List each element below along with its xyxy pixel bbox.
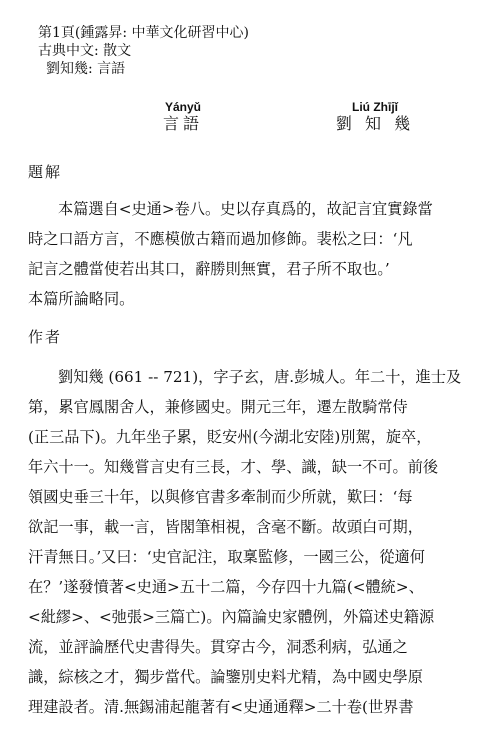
paragraph-line: (正三品下)。九年坐子累，貶安州(今湖北安陸)別駕，旋卒，	[28, 428, 432, 446]
paragraph-line: 本篇選自<史通>卷八。史以存真爲的，故記言宜實錄當	[58, 200, 433, 218]
header-category-line: 古典中文: 散文	[38, 43, 132, 59]
paragraph-line: 劉知幾 (661 -- 721)，字子玄，唐.彭城人。年二十，進士及	[58, 368, 462, 386]
paragraph-line: 欲記一事，載一言，皆閣筆相視，含毫不斷。故頭白可期，	[28, 518, 423, 536]
explanation-paragraph	[28, 194, 478, 314]
paragraph-line: 時之口語方言，不應模倣古籍而過加修飾。裴松之曰：‘凡	[28, 230, 413, 248]
paragraph-line: 汗青無日。’又曰：‘史官記注，取稟監修，一國三公，從適何	[28, 548, 425, 566]
paragraph-line: 理建設者。清.無錫浦起龍著有<史通通釋>二十卷(世界書	[28, 698, 414, 716]
page-header	[38, 24, 249, 78]
section-heading-author: 作者	[28, 328, 63, 346]
work-title-pinyin: Yányǔ	[164, 100, 201, 114]
paragraph-line: 第，累官鳳閣舍人，兼修國史。開元三年，遷左散騎常侍	[28, 398, 408, 416]
paragraph-line: 在？’遂發憤著<史通>五十二篇，今存四十九篇(<體統>、	[28, 578, 424, 596]
header-title-line: 劉知幾: 言語	[46, 61, 126, 77]
paragraph-line: 年六十一。知幾嘗言史有三長，才、學、識，缺一不可。前後	[28, 458, 439, 476]
author-name-pinyin: Liú Zhījǐ	[352, 100, 398, 114]
author-paragraph	[28, 362, 478, 722]
author-name: 劉 知 幾	[335, 114, 415, 133]
title-block-author	[330, 100, 420, 134]
title-block-work	[138, 100, 228, 134]
paragraph-line: 記言之體當使若出其口，辭勝則無實，君子所不取也。’	[28, 260, 390, 278]
work-title: 言語	[162, 114, 203, 133]
paragraph-line: 領國史垂三十年，以與修官書多牽制而少所就，歎曰：‘每	[28, 488, 413, 506]
section-heading-explanation: 題解	[28, 163, 63, 181]
paragraph-line: 本篇所論略同。	[28, 290, 135, 308]
paragraph-line: 流，並評論歷代史書得失。貫穿古今，洞悉利病，弘通之	[28, 638, 408, 656]
paragraph-line: <紕繆>、<弛張>三篇亡)。內篇論史家體例，外篇述史籍源	[28, 608, 435, 626]
header-source-line: 第1頁(鍾露昇: 中華文化研習中心)	[38, 25, 249, 41]
paragraph-line: 識，綜核之才，獨步當代。論鑒別史料尤精，為中國史學原	[28, 668, 423, 686]
